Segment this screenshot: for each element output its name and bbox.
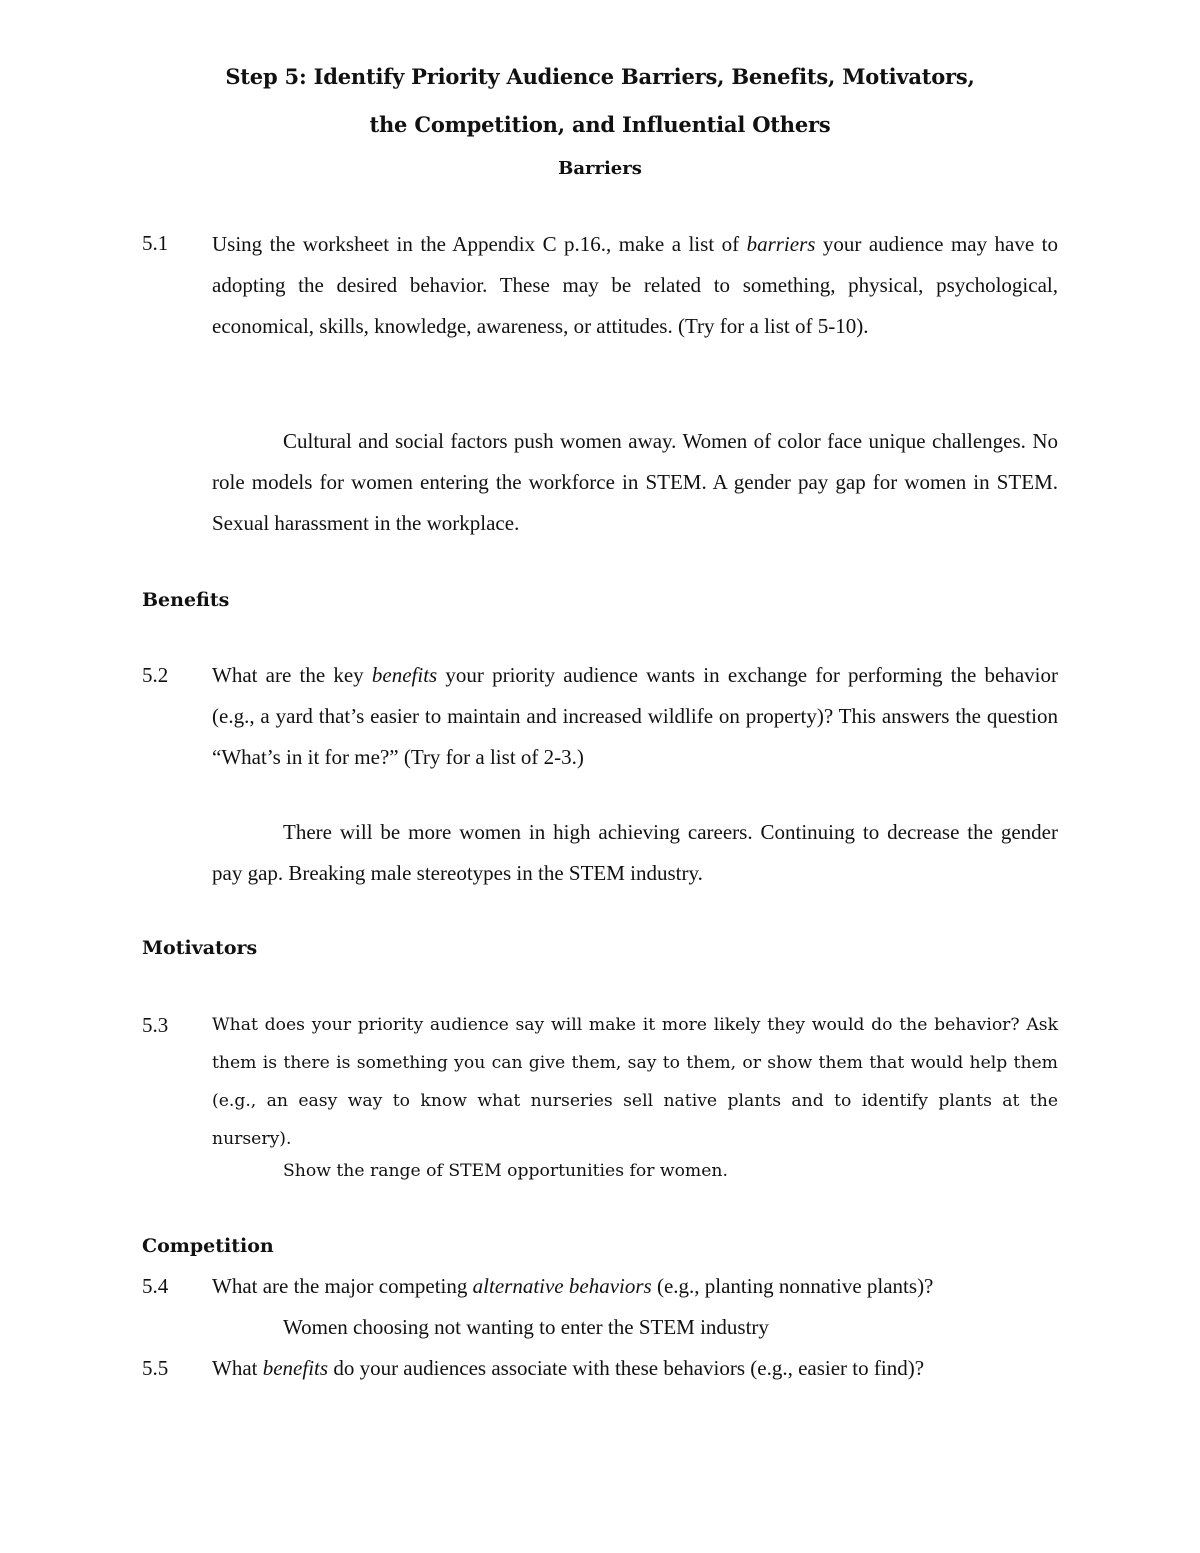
answer-5-4: Women choosing not wanting to enter the STEM industry: [283, 1315, 769, 1339]
question-5-5-pre: What: [212, 1356, 263, 1380]
barriers-heading: Barriers: [558, 158, 642, 179]
question-5-2-pre: What are the key: [212, 663, 372, 687]
question-5-3: What does your priority audience say will make it more likely they would do the behavior? Ask them is there is something you can give them, say to them, or show them that would help them (e.g., an easy way to know what nurseries sell native plants and to identify plants at the nursery).: [212, 1015, 1058, 1149]
question-number-5-2: 5.2: [142, 663, 169, 687]
page-title-line-1: Step 5: Identify Priority Audience Barriers, Benefits, Motivators,: [225, 64, 975, 89]
question-5-4-pre: What are the major competing: [212, 1274, 473, 1298]
question-5-4-emphasis: alternative behaviors: [472, 1274, 652, 1298]
answer-5-3: Show the range of STEM opportunities for women.: [283, 1161, 728, 1181]
question-5-2: [212, 655, 1058, 778]
question-number-5-1: 5.1: [142, 231, 169, 255]
question-5-1-pre: Using the worksheet in the Appendix C p.16., make a list of: [212, 232, 747, 256]
question-number-5-3: 5.3: [142, 1013, 169, 1037]
question-5-2-post: your priority audience wants in exchange for performing the behavior (e.g., a yard that’s easier to maintain and increased wildlife on property)? This answers the question “What’s in it for me?” (Try for a list of 2-3.): [212, 663, 1058, 769]
question-number-5-4: 5.4: [142, 1274, 169, 1298]
question-5-1-emphasis: barriers: [746, 232, 816, 256]
question-number-5-5: 5.5: [142, 1356, 169, 1380]
question-5-5-emphasis: benefits: [262, 1356, 329, 1380]
benefits-heading: Benefits: [142, 589, 230, 611]
question-5-5: [212, 1356, 924, 1381]
competition-heading: Competition: [142, 1235, 274, 1257]
motivators-heading: Motivators: [142, 937, 258, 959]
answer-5-2: There will be more women in high achieving careers. Continuing to decrease the gender pay gap. Breaking male stereotypes in the STEM industry.: [212, 820, 1058, 885]
question-5-4-post: (e.g., planting nonnative plants)?: [651, 1274, 934, 1298]
question-5-2-emphasis: benefits: [371, 663, 438, 687]
page-title-line-2: the Competition, and Influential Others: [369, 112, 831, 137]
question-5-4: [212, 1274, 933, 1299]
question-5-5-post: do your audiences associate with these behaviors (e.g., easier to find)?: [328, 1356, 925, 1380]
question-5-1: [212, 224, 1058, 347]
answer-5-1: Cultural and social factors push women away. Women of color face unique challenges. No role models for women entering the workforce in STEM. A gender pay gap for women in STEM. Sexual harassment in the workplace.: [212, 429, 1058, 535]
question-5-1-post: your audience may have to adopting the desired behavior. These may be related to something, physical, psychological, economical, skills, knowledge, awareness, or attitudes. (Try for a list of 5-10).: [212, 232, 1058, 338]
